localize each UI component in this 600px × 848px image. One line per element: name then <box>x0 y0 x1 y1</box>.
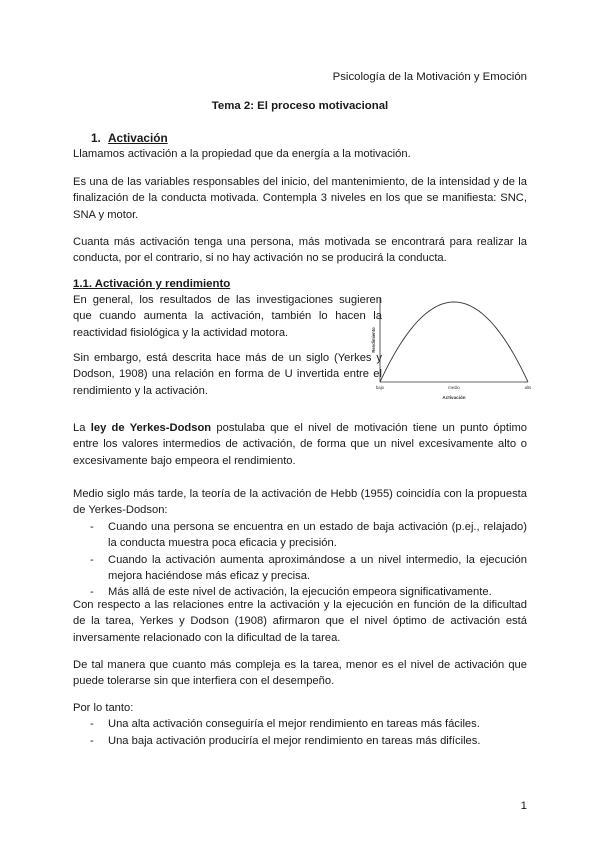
paragraph-activation-motivation: Cuanta más activación tenga una persona, más motivada se encontrará para realizar la conducta, por el contrario, si no hay activación no se producirá la conducta. <box>73 236 527 265</box>
paragraph-yerkes-dodson-law <box>73 420 527 469</box>
page-header: Psicología de la Motivación y Emoción <box>332 71 527 83</box>
x-tick-label: bajo <box>376 385 384 390</box>
paragraph-therefore: Por lo tanto: <box>73 702 134 714</box>
series-line <box>380 302 528 382</box>
yerkes-dodson-chart <box>372 292 532 407</box>
list-item: - Cuando una persona se encuentra en un estado de baja activación (p.ej., relajado) la conducta muestra poca eficacia y precisión. <box>73 519 527 552</box>
page-number: 1 <box>520 800 527 812</box>
paragraph-task-difficulty: Con respecto a las relaciones entre la activación y la ejecución en función de la dificultad de la tarea, Yerkes y Dodson (1908) afirmaron que el nivel óptimo de activación está inversamente relacionado con la dificultad de la tarea. <box>73 599 527 644</box>
law-text: postulaba que el nivel de motivación tiene un punto óptimo entre los valores intermedios de activación, de forma que un nivel excesivamente alto o excesivamente bajo empeora el rendimiento. <box>73 422 527 467</box>
paragraph-hebb: Medio siglo más tarde, la teoría de la activación de Hebb (1955) coincidía con la propuesta de Yerkes-Dodson: <box>73 488 527 517</box>
paragraph-variables: Es una de las variables responsables del inicio, del mantenimiento, de la intensidad y de la finalización de la conducta motivada. Contempla 3 niveles en los que se manifiesta: SNC, SNA y motor. <box>73 176 527 221</box>
section-number: 1. <box>91 131 101 145</box>
x-tick-label: medio <box>448 385 460 390</box>
law-name: ley de Yerkes-Dodson <box>90 422 212 434</box>
list-item: - Una baja activación produciría el mejor rendimiento en tareas más difíciles. <box>73 733 527 749</box>
conclusion-block <box>73 700 527 749</box>
x-axis-label: Activación <box>442 395 466 400</box>
hebb-list <box>73 519 527 601</box>
section-heading-activacion <box>91 131 168 145</box>
paragraph-research: En general, los resultados de las investigaciones sugieren que cuando aumenta la activación, también lo hacen la reactividad fisiológica y la actividad motora. <box>73 294 382 339</box>
hebb-block <box>73 486 527 601</box>
conclusion-list <box>73 716 527 749</box>
document-title: Tema 2: El proceso motivacional <box>211 100 389 112</box>
y-axis-label: Rendimiento <box>371 327 376 353</box>
section-title: Activación <box>108 131 168 145</box>
subsection-heading: 1.1. Activación y rendimiento <box>73 278 231 290</box>
list-item: - Cuando la activación aumenta aproximándose a un nivel intermedio, la ejecución mejora haciéndose más eficaz y precisa. <box>73 552 527 585</box>
paragraph-complexity: De tal manera que cuanto más compleja es la tarea, menor es el nivel de activación que puede tolerarse sin que interfiera con el desempeño. <box>73 659 527 688</box>
paragraph-definition: Llamamos activación a la propiedad que da energía a la motivación. <box>73 148 411 160</box>
list-item: - Una alta activación conseguiría el mejor rendimiento en tareas más fáciles. <box>73 716 527 732</box>
x-tick-label: alto <box>524 385 532 390</box>
list-item: - Más allá de este nivel de activación, la ejecución empeora significativamente. <box>73 584 527 600</box>
paragraph-inverted-u: Sin embargo, está descrita hace más de un siglo (Yerkes y Dodson, 1908) una relación en forma de U invertida entre el rendimiento y la activación. <box>73 352 382 397</box>
law-prefix: La <box>73 422 91 434</box>
